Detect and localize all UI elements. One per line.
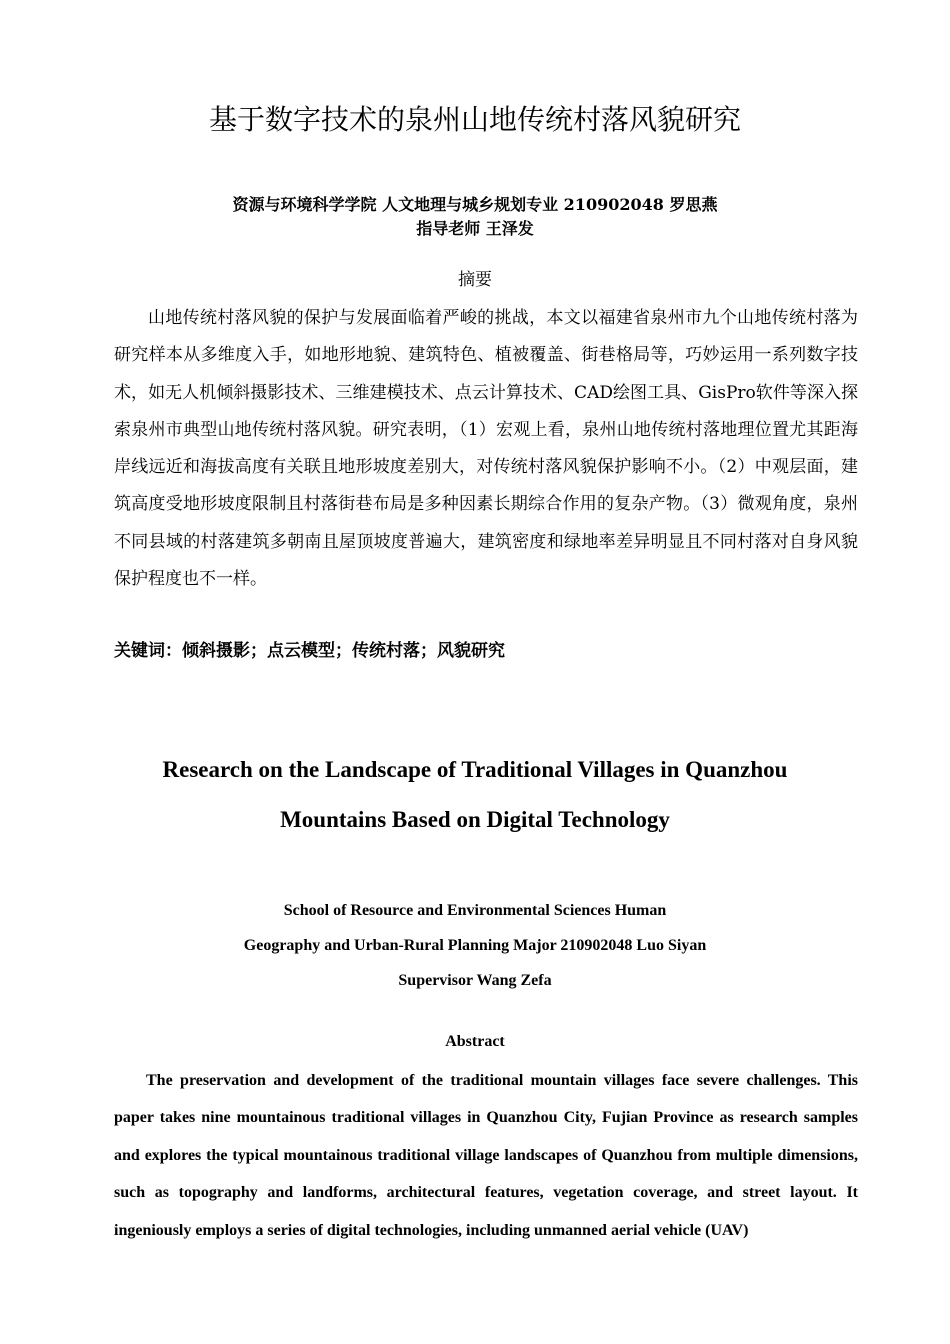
english-author-line-1: School of Resource and Environmental Sciences Human <box>283 902 667 919</box>
english-title-line-2: Mountains Based on Digital Technology <box>280 807 670 832</box>
english-supervisor-line: Supervisor Wang Zefa <box>398 972 552 989</box>
chinese-title: 基于数字技术的泉州山地传统村落风貌研究 <box>208 103 741 136</box>
english-author-block <box>0 893 950 998</box>
english-author-line-2: Geography and Urban-Rural Planning Major 210902048 Luo Siyan <box>243 937 707 954</box>
chinese-abstract-heading: 摘要 <box>458 270 492 290</box>
chinese-keywords: 关键词：倾斜摄影；点云模型；传统村落；风貌研究 <box>114 641 505 661</box>
english-abstract-heading: Abstract <box>445 1033 505 1050</box>
chinese-abstract-body: 山地传统村落风貌的保护与发展面临着严峻的挑战，本文以福建省泉州市九个山地传统村落为研究样本从多维度入手，如地形地貌、建筑特色、植被覆盖、街巷格局等，巧妙运用一系列数字技术，如无人机倾斜摄影技术、三维建模技术、点云计算技术、CAD绘图工具、GisPro软件等深入探索泉州市典型山地传统村落风貌。研究表明，（1）宏观上看，泉州山地传统村落地理位置尤其距海岸线远近和海拔高度有关联且地形坡度差别大，对传统村落风貌保护影响不小。（2）中观层面，建筑高度受地形坡度限制且村落街巷布局是多种因素长期综合作用的复杂产物。（3）微观角度，泉州不同县域的村落建筑多朝南且屋顶坡度普遍大，建筑密度和绿地率差异明显且不同村落对自身风貌保护程度也不一样。 <box>114 308 858 590</box>
english-abstract-body: The preservation and development of the traditional mountain villages face severe challenges. This paper takes nine mountainous traditional villages in Quanzhou City, Fujian Province as research samples and explores the typical mountainous traditional village landscapes of Quanzhou from multiple dimensions, such as topography and landforms, architectural features, vegetation coverage, and street layout. It ingeniously employs a series of digital technologies, including unmanned aerial vehicle (UAV) <box>114 1072 858 1239</box>
chinese-author-block <box>0 193 950 241</box>
chinese-author-line: 资源与环境科学学院 人文地理与城乡规划专业 210902048 罗思燕 <box>232 195 718 214</box>
english-title <box>0 745 950 845</box>
english-title-line-1: Research on the Landscape of Traditional Villages in Quanzhou <box>162 757 788 782</box>
chinese-supervisor-line: 指导老师 王泽发 <box>416 219 534 238</box>
